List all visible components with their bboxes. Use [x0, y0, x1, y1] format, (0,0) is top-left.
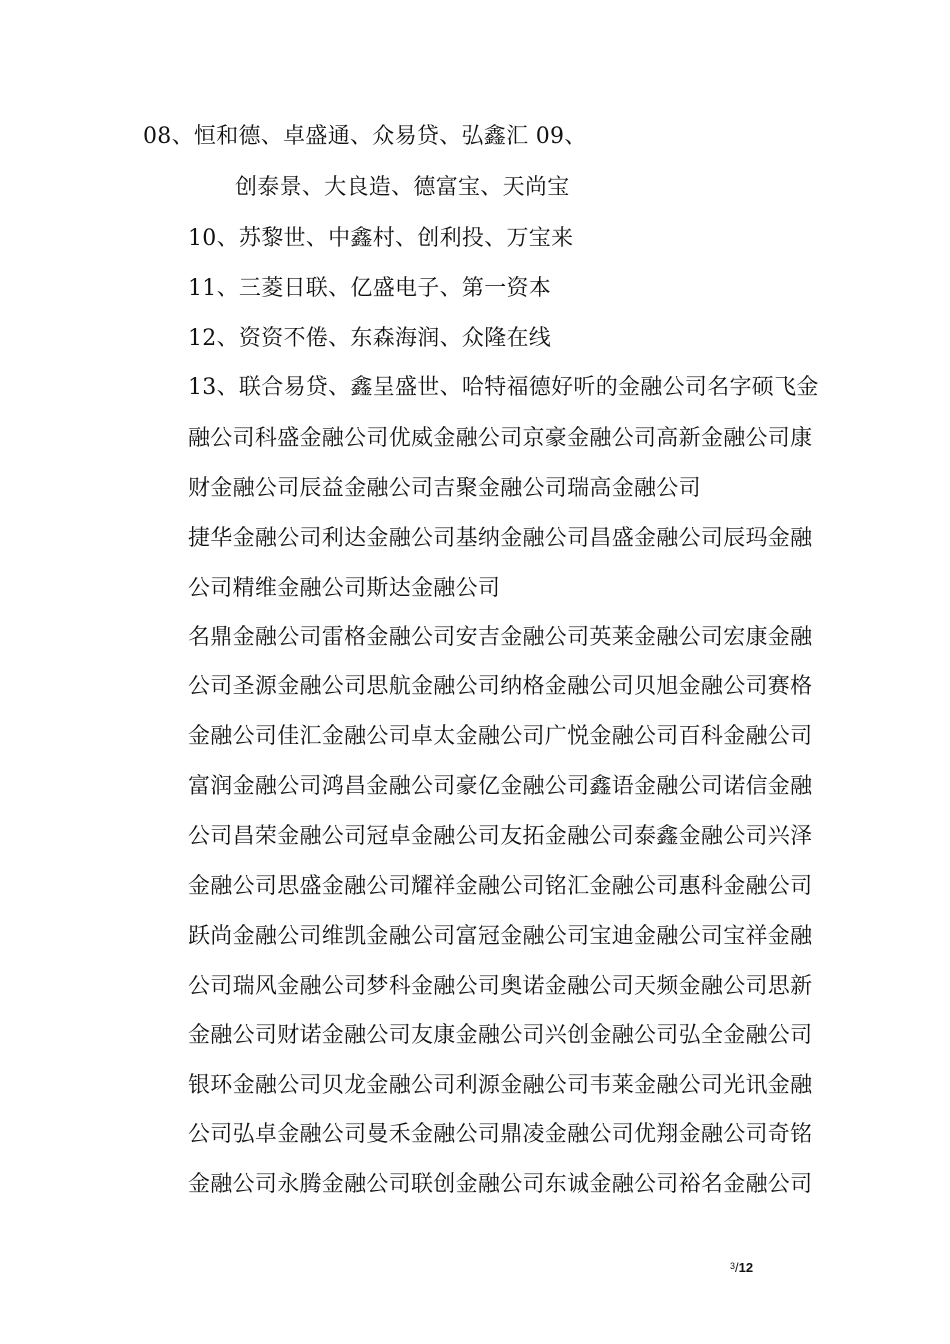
text-line: 金融公司财诺金融公司友康金融公司兴创金融公司弘全金融公司 [188, 1023, 813, 1048]
text-line: 富润金融公司鸿昌金融公司豪亿金融公司鑫语金融公司诺信金融 [188, 774, 813, 799]
text-line: 银环金融公司贝龙金融公司利源金融公司韦莱金融公司光讯金融 [188, 1073, 813, 1098]
text-line: 公司弘卓金融公司曼禾金融公司鼎凌金融公司优翔金融公司奇铭 [188, 1122, 813, 1147]
text-line: 公司圣源金融公司思航金融公司纳格金融公司贝旭金融公司赛格 [188, 674, 813, 699]
text-line: 融公司科盛金融公司优威金融公司京豪金融公司高新金融公司康 [188, 426, 813, 451]
text-line: 公司昌荣金融公司冠卓金融公司友拓金融公司泰鑫金融公司兴泽 [188, 824, 813, 849]
text-line: 13、联合易贷、鑫呈盛世、哈特福德好听的金融公司名字硕飞金 [188, 375, 819, 400]
text-line: 公司精维金融公司斯达金融公司 [188, 576, 501, 601]
text-line: 创泰景、大良造、德富宝、天尚宝 [235, 175, 570, 200]
text-line: 公司瑞风金融公司梦科金融公司奥诺金融公司天频金融公司思新 [188, 974, 813, 999]
text-line: 金融公司永腾金融公司联创金融公司东诚金融公司裕名金融公司 [188, 1172, 813, 1197]
text-line: 11、三菱日联、亿盛电子、第一资本 [188, 276, 552, 301]
page-number-current: 3 [730, 1261, 736, 1271]
text-line: 跃尚金融公司维凯金融公司富冠金融公司宝迪金融公司宝祥金融 [188, 924, 813, 949]
page-number-total: 12 [738, 1260, 754, 1275]
text-line: 12、资资不倦、东森海润、众隆在线 [188, 326, 552, 351]
text-line: 金融公司思盛金融公司耀祥金融公司铭汇金融公司惠科金融公司 [188, 874, 813, 899]
page-number [730, 1258, 753, 1276]
text-line: 名鼎金融公司雷格金融公司安吉金融公司英莱金融公司宏康金融 [188, 625, 813, 650]
text-line: 金融公司佳汇金融公司卓太金融公司广悦金融公司百科金融公司 [188, 724, 813, 749]
text-line: 财金融公司辰益金融公司吉聚金融公司瑞高金融公司 [188, 476, 701, 501]
text-line: 10、苏黎世、中鑫村、创利投、万宝来 [188, 226, 574, 251]
text-line: 08、恒和德、卓盛通、众易贷、弘鑫汇 09、 [143, 124, 587, 149]
page-number-separator: / [735, 1260, 739, 1275]
text-line: 捷华金融公司利达金融公司基纳金融公司昌盛金融公司辰玛金融 [188, 526, 813, 551]
